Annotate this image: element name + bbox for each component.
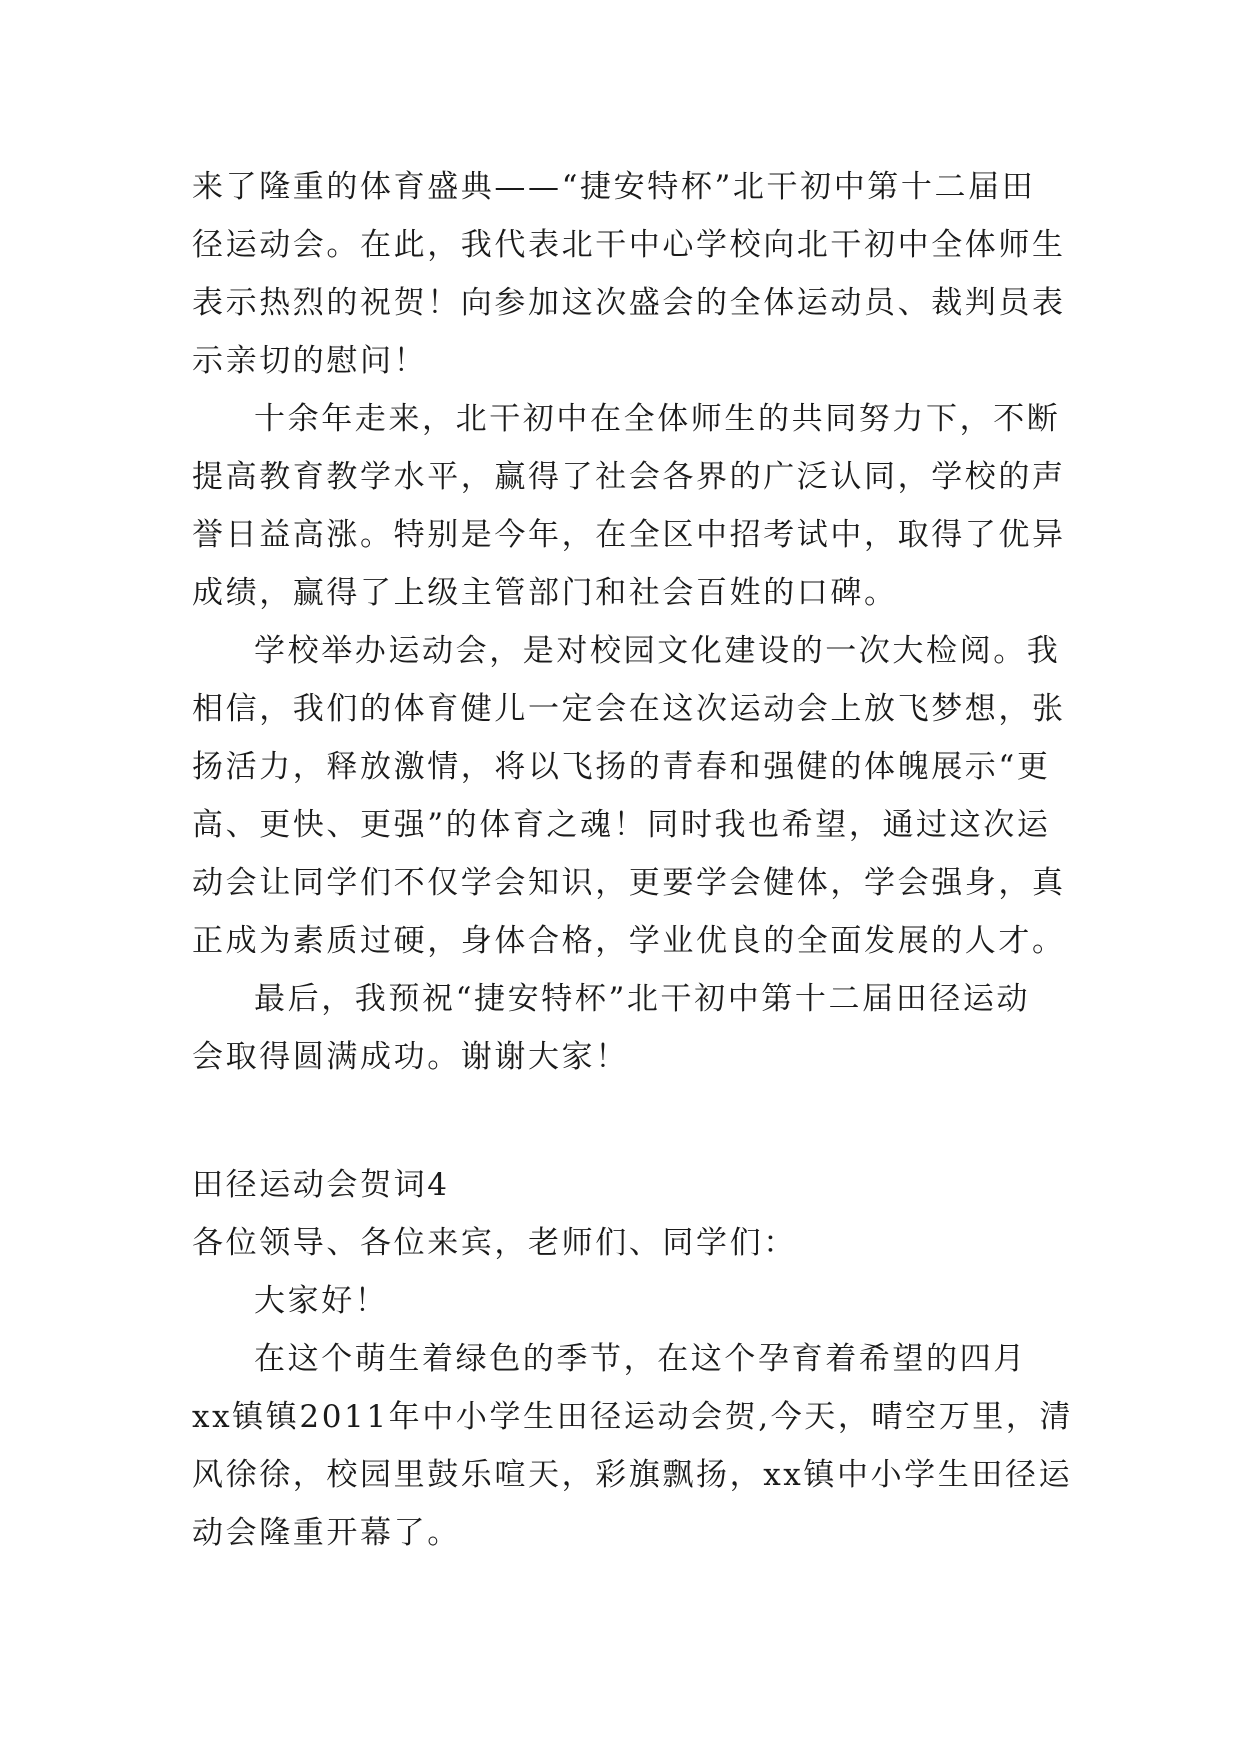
section-one [192,158,1072,1086]
salutation: 各位领导、各位来宾，老师们、同学们： [192,1225,797,1261]
paragraph-line: 正成为素质过硬，身体合格，学业优良的全面发展的人才。 [192,923,1066,959]
paragraph-1 [192,158,1072,390]
paragraph-line: 提高教育教学水平，赢得了社会各界的广泛认同，学校的声 [192,459,1066,495]
paragraph-line: xx镇镇2011年中小学生田径运动会贺,今天，晴空万里，清 [192,1399,1074,1435]
paragraph-line: 高、更快、更强”的体育之魂！同时我也希望，通过这次运 [192,807,1051,843]
paragraph-2 [192,390,1072,622]
greeting: 大家好！ [254,1283,389,1319]
paragraph-line: 十余年走来，北干初中在全体师生的共同努力下，不断 [254,401,1061,437]
section-title: 田径运动会贺词4 [192,1167,450,1203]
paragraph-3 [192,622,1072,970]
paragraph-line: 誉日益高涨。特别是今年，在全区中招考试中，取得了优异 [192,517,1066,553]
paragraph-line: 成绩，赢得了上级主管部门和社会百姓的口碑。 [192,575,898,611]
paragraph-line: 径运动会。在此，我代表北干中心学校向北干初中全体师生 [192,227,1066,263]
paragraph-line: 动会隆重开幕了。 [192,1515,461,1551]
paragraph-line: 学校举办运动会，是对校园文化建设的一次大检阅。我 [254,633,1061,669]
paragraph-line: 来了隆重的体育盛典——“捷安特杯”北干初中第十二届田 [192,169,1036,205]
paragraph-5 [192,1330,1072,1562]
paragraph-line: 会取得圆满成功。谢谢大家！ [192,1039,629,1075]
paragraph-line: 最后，我预祝“捷安特杯”北干初中第十二届田径运动 [254,981,1031,1017]
paragraph-line: 风徐徐，校园里鼓乐喧天，彩旗飘扬，xx镇中小学生田径运 [192,1457,1073,1493]
paragraph-line: 表示热烈的祝贺！向参加这次盛会的全体运动员、裁判员表 [192,285,1066,321]
paragraph-line: 在这个萌生着绿色的季节，在这个孕育着希望的四月 [254,1341,1027,1377]
paragraph-4 [192,970,1072,1086]
paragraph-line: 动会让同学们不仅学会知识，更要学会健体，学会强身，真 [192,865,1066,901]
paragraph-line: 示亲切的慰问！ [192,343,428,379]
section-two [192,1156,1072,1562]
paragraph-line: 相信，我们的体育健儿一定会在这次运动会上放飞梦想，张 [192,691,1066,727]
paragraph-line: 扬活力，释放激情，将以飞扬的青春和强健的体魄展示“更 [192,749,1051,785]
